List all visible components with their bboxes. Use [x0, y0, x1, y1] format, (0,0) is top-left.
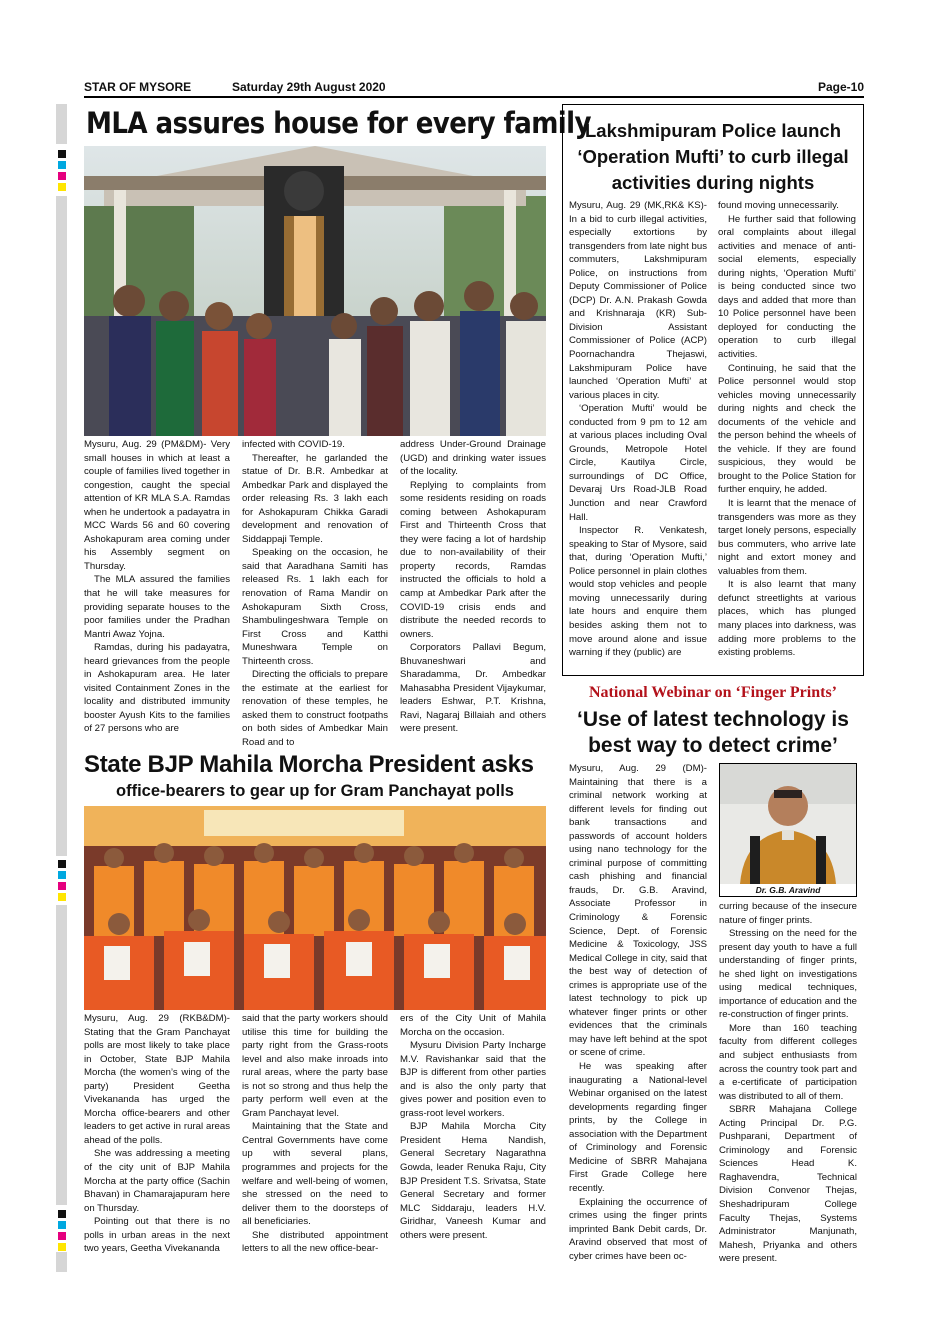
mahila-morcha-group-photo [84, 806, 546, 1010]
story3-column-1 [569, 762, 707, 1262]
story1-headline: MLA assures house for every family [86, 106, 591, 140]
story3-column-2 [719, 900, 857, 1265]
story2-column-1 [569, 199, 707, 674]
paragraph: BJP Mahila Morcha City President Hema Nandish, General Secretary Nagarathna Gowda, leader Renuka Raju, City BJP President T.S. Srivatsa, State General Secretary and former MLC Siddaraju, leaders H.V. Giridhar, Vaneesh Kumar and others were present. [400, 1121, 546, 1241]
story1-column-2 [242, 438, 388, 748]
story4-column-2 [242, 1012, 388, 1268]
masthead [84, 80, 864, 98]
margin-bar [56, 196, 67, 856]
paragraph: Stressing on the need for the present day youth to have a full understanding of finger prints, he shed light on investigations using medical techniques, importance of education and the re-construction of finger prints. [719, 928, 857, 1021]
paragraph: The MLA assured the families that he will take measures for providing separate houses to the poor families under the Pradhan Mantri Awaz Yojna. [84, 574, 230, 640]
story4-subhead: office-bearers to gear up for Gram Panchayat polls [116, 782, 514, 800]
paragraph: It is also learnt that many defunct streetlights at various places, which has plunged many places into darkness, was adding more problems to the existing problems. [718, 579, 856, 659]
photo-caption: Dr. G.B. Aravind [755, 885, 821, 895]
aravind-photo-frame [719, 763, 857, 897]
paragraph: SBRR Mahajana College Acting Principal Dr. P.G. Pushparani, Department of Criminology and Forensic Sciences Head K. Raghavendra, Technical Division Convenor Thejas, Sheshadripuram College Faculty Thejas, Systems Administrator Manjunath, Mahesh, Priyanka and others were present. [719, 1104, 857, 1265]
paragraph: Ramdas, during his padayatra, heard grievances from the people in Ashokapuram area. He later visited Containment Zones in the locality and distributed immunity booster Ayush Kits to the families of 27 persons who are [84, 642, 230, 735]
ambedkar-statue-photo [84, 146, 546, 436]
aravind-portrait [720, 764, 856, 884]
color-registration-marks [58, 1210, 66, 1251]
paragraph: Mysuru, Aug. 29 (PM&DM)- Very small houses in which at least a couple of families lived together in congestion, caught the special attention of KR MLA S.A. Ramdas when he undertook a padayatra in MCC Wards 56 and 60 covering Ashokapuram area coming under his Assembly segment on Thursday. [84, 439, 230, 572]
story4-column-1 [84, 1012, 230, 1268]
color-registration-marks [58, 150, 66, 191]
paragraph: He was speaking after inaugurating a National-level Webinar organised on the latest developments regarding finger prints, by the College in association with the Department of Criminology and Forensic Medicine of SBRR Mahajana First Grade College here recently. [569, 1061, 707, 1194]
color-registration-marks [58, 860, 66, 901]
margin-bar [56, 1252, 67, 1272]
paragraph: curring because of the insecure nature of finger prints. [719, 901, 857, 926]
story3-kicker: National Webinar on ‘Finger Prints’ [588, 684, 837, 701]
paragraph: Mysuru, Aug. 29 (RKB&DM)- Stating that the Gram Panchayat polls are most likely to take place in October, State BJP Mahila Morcha (the women’s wing of the party) President Geetha Vivekananda has urged the Morcha office-bearers and other leaders to get active in rural areas ahead of the polls. [84, 1013, 230, 1146]
margin-bar [56, 905, 67, 1205]
paragraph: More than 160 teaching faculty from different colleges and subject enthusiasts from across the country took part and a e-certificate of participation was distributed to all of them. [719, 1022, 857, 1102]
story2-column-2 [718, 199, 856, 674]
paragraph: found moving unnecessarily. [718, 200, 839, 211]
paragraph: Corporators Pallavi Begum, Bhuvaneshwari and Sharadamma, Dr. Ambedkar Mahasabha President Vijaykumar, leaders Eshwar, P.T. Krishna, Ravi, Nagaraj Billaiah and others were present. [400, 642, 546, 735]
paragraph: Mysuru, Aug. 29 (MK,RK& KS)- In a bid to curb illegal activities, especially extortions by transgenders from late night bus commuters, Lakshmipuram Police, on instructions from Deputy Commissioner of Police (DCP) Dr. A.N. Prakash Gowda and Krishnaraja (KR) Sub-Division Assistant Commissioner of Police (ACP) Poornachandra Thejaswi, Lakshmipuram Police have launched ‘Operation Mufti’ at various places in city. [569, 200, 707, 401]
issue-date: Saturday 29th August 2020 [232, 80, 386, 94]
paragraph: Replying to complaints from some residents residing on roads coming between Ashokapuram First and Thirteenth Cross that they were facing a lot of hardship due to non-availability of their property records, Ramdas instructed the officials to hold a camp at Ambedkar Park after the COVID-19 crisis ends and distribute the needed records to owners. [400, 479, 546, 640]
paragraph: Continuing, he said that the Police personnel would stop vehicles moving unnecessarily during nights and check the documents of the vehicle and the person behind the wheels of the vehicle. If they are found suspicious, they would be brought to the Police Station for further enquiry, he added. [718, 362, 856, 496]
story1-column-1 [84, 438, 230, 748]
paragraph: Inspector R. Venkatesh, speaking to Star of Mysore, said that, during ‘Operation Mufti,’ Police personnel in plain clothes would stop vehicles and people moving unnecessarily during late hours and enquire them besides asking them not to move around alone and issue warning if they (public) are [569, 525, 707, 659]
story3-headline: ‘Use of latest technology is best way to detect crime’ [577, 708, 849, 757]
paragraph: Explaining the occurrence of crimes using the finger prints imprinted Bank Debit cards, Dr. Aravind observed that most of cyber crimes have been oc- [569, 1196, 707, 1262]
paragraph: Thereafter, he garlanded the statue of Dr. B.R. Ambedkar at Ambedkar Park and displayed the order releasing Rs. 3 lakh each for Ashokapuram Chikka Garadi development and renovation of Siddappaji Temple. [242, 452, 388, 545]
paragraph: Maintaining that the State and Central Governments have come up with several plans, programmes and projects for the welfare and well-being of women, she stressed on the need to deliver them to the doorsteps of all beneficiaries. [242, 1121, 388, 1228]
paragraph: ‘Operation Mufti’ would be conducted from 9 pm to 12 am at various places including Oval Grounds, Metropole Hotel Circle, Kautilya Circle, surroundings of DC Office, Devaraj Urs Road-JLB Road Junction and near Crawford Hall. [569, 403, 707, 523]
paragraph: She distributed appointment letters to all the new office-bear- [242, 1229, 388, 1255]
story4-column-3 [400, 1012, 546, 1268]
paper-name: STAR OF MYSORE [84, 80, 192, 94]
story1-column-3 [400, 438, 546, 748]
margin-bar [56, 104, 67, 144]
paragraph: Speaking on the occasion, he said that Aaradhana Samiti has released Rs. 1 lakh each for renovation of Rama Mandir on Ashokapuram Sixth Cross, Shambulingeshwara Temple on First Cross and Katthi Muneshwara Temple on Thirteenth cross. [242, 547, 388, 667]
page-number: Page-10 [817, 80, 864, 94]
paragraph: ers of the City Unit of Mahila Morcha on the occasion. [400, 1013, 546, 1038]
paragraph: He further said that following oral complaints about illegal activities and menace of anti-social elements, especially during nights, ‘Operation Mufti’ is being conducted since two days and added that more than 10 Police personnel have been deployed for conducting the operation to curb illegal activities. [718, 213, 856, 361]
paragraph: Mysuru, Aug. 29 (DM)- Maintaining that there is a criminal network working at different levels for finding out bank transactions and passwords of account holders using nano technology for the criminal purpose of committing cash phishing and financial frauds, Dr. G.B. Aravind, Associate Professor in Criminology & Forensic Science, Dept. of Forensic Medicine & Toxicology, JSS Medical College in city, said that the best way of detection of crimes is appropriate use of the latest technology to pick up whatever finger prints or other evidences that the criminals may have left behind at the spot or scene of crime. [569, 763, 707, 1059]
story4-headline: State BJP Mahila Morcha President asks [84, 751, 534, 778]
paragraph: Pointing out that there is no polls in urban areas in the next two years, Geetha Vivekananda [84, 1216, 230, 1255]
paragraph: infected with COVID-19. [242, 439, 345, 450]
story2-headline: Lakshmipuram Police launch ‘Operation Mufti’ to curb illegal activities during nights [577, 120, 849, 193]
paragraph: Directing the officials to prepare the estimate at the earliest for renovation of these temples, he asked them to construct footpaths on both sides of Ambedkar Main Road and to [242, 669, 388, 749]
paragraph: said that the party workers should utilise this time for building the party right from the Grass-roots level and also make inroads into rural areas, where the party base is not so strong and thus help the party perform well even at the Gram Panchayat level. [242, 1013, 388, 1119]
paragraph: address Under-Ground Drainage (UGD) and drinking water issues of the locality. [400, 439, 546, 478]
paragraph: It is learnt that the menace of transgenders was more as they target lonely persons, especially bus commuters, who arrive late night and extort money and valuables from them. [718, 498, 856, 577]
paragraph: Mysuru Division Party Incharge M.V. Ravishankar said that the BJP is different from other parties and is also the only party that gives power and position even to grass-root level workers. [400, 1040, 546, 1119]
paragraph: She was addressing a meeting of the city unit of BJP Mahila Morcha at the party office (Sachin Bhavan) in Chamarajapuram here on Thursday. [84, 1148, 230, 1214]
